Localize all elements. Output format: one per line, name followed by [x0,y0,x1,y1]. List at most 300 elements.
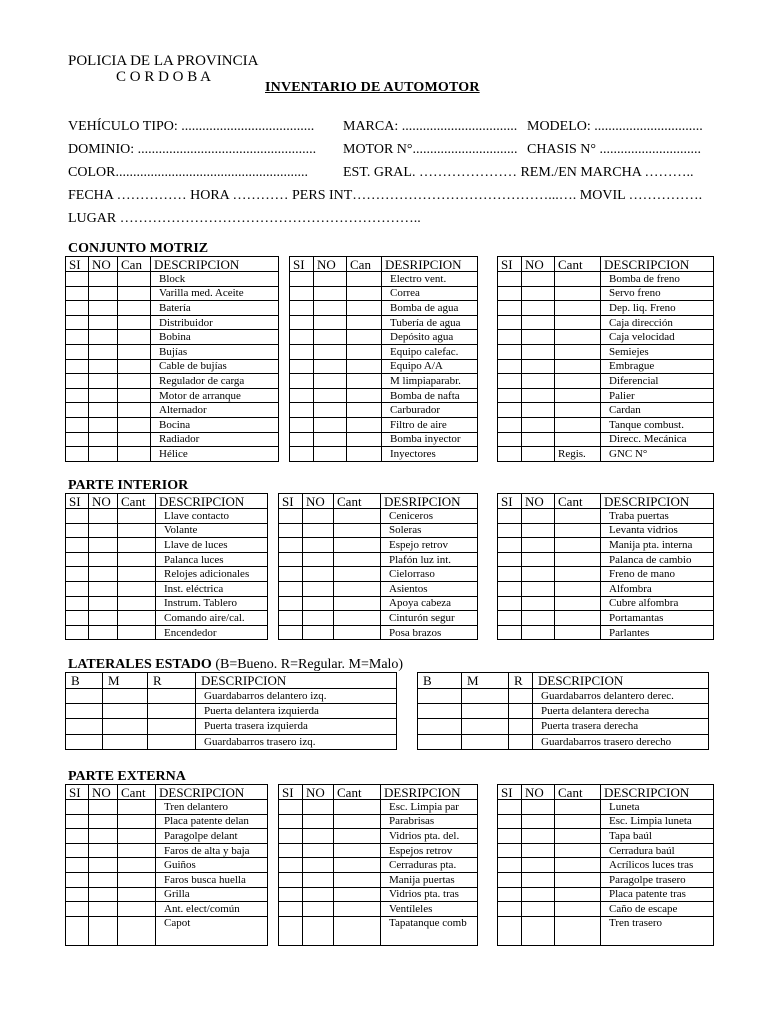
check-cell[interactable] [522,447,555,462]
check-cell[interactable] [89,344,118,359]
check-cell[interactable] [303,523,334,538]
check-cell[interactable] [279,800,303,815]
check-cell[interactable] [314,315,347,330]
check-cell[interactable] [498,843,522,858]
check-cell[interactable] [118,625,156,640]
check-cell[interactable] [334,902,381,917]
check-cell[interactable] [509,704,533,719]
check-cell[interactable] [522,315,555,330]
check-cell[interactable] [66,611,89,626]
check-cell[interactable] [279,523,303,538]
check-cell[interactable] [89,286,118,301]
check-cell[interactable] [89,509,118,524]
check-cell[interactable] [303,916,334,945]
check-cell[interactable] [118,272,151,287]
check-cell[interactable] [522,872,555,887]
field-vehiculo-tipo[interactable]: VEHÍCULO TIPO: ...................................... [68,119,315,134]
check-cell[interactable] [118,523,156,538]
check-cell[interactable] [555,843,601,858]
check-cell[interactable] [347,417,382,432]
check-cell[interactable] [66,843,89,858]
check-cell[interactable] [522,286,555,301]
field-motor[interactable]: MOTOR N°.............................. [343,142,518,157]
check-cell[interactable] [66,567,89,582]
check-cell[interactable] [66,523,89,538]
check-cell[interactable] [347,301,382,316]
check-cell[interactable] [290,417,314,432]
check-cell[interactable] [148,734,196,749]
check-cell[interactable] [279,887,303,902]
check-cell[interactable] [303,887,334,902]
check-cell[interactable] [334,858,381,873]
check-cell[interactable] [118,611,156,626]
check-cell[interactable] [498,596,522,611]
check-cell[interactable] [522,814,555,829]
check-cell[interactable] [89,858,118,873]
check-cell[interactable] [66,719,103,734]
check-cell[interactable] [118,301,151,316]
check-cell[interactable] [118,417,151,432]
check-cell[interactable] [418,689,462,704]
check-cell[interactable] [522,581,555,596]
check-cell[interactable] [290,301,314,316]
check-cell[interactable] [290,374,314,389]
check-cell[interactable] [522,330,555,345]
check-cell[interactable] [89,800,118,815]
field-est-gral[interactable]: EST. GRAL. ………………… REM./EN MARCHA ……….. [343,165,694,180]
check-cell[interactable] [303,567,334,582]
check-cell[interactable] [522,301,555,316]
check-cell[interactable] [555,567,601,582]
check-cell[interactable] [89,902,118,917]
check-cell[interactable] [334,887,381,902]
check-cell[interactable] [334,523,381,538]
check-cell[interactable] [555,344,601,359]
check-cell[interactable] [522,538,555,553]
check-cell[interactable] [89,374,118,389]
check-cell[interactable] [303,625,334,640]
check-cell[interactable] [303,611,334,626]
check-cell[interactable] [522,403,555,418]
check-cell[interactable] [118,858,156,873]
check-cell[interactable] [498,359,522,374]
check-cell[interactable] [66,359,89,374]
check-cell[interactable] [347,374,382,389]
check-cell[interactable] [290,403,314,418]
check-cell[interactable] [118,843,156,858]
check-cell[interactable] [555,359,601,374]
check-cell[interactable] [462,734,509,749]
check-cell[interactable] [66,538,89,553]
check-cell[interactable] [555,552,601,567]
check-cell[interactable] [522,432,555,447]
check-cell[interactable] [66,704,103,719]
check-cell[interactable] [498,330,522,345]
check-cell[interactable] [522,843,555,858]
check-cell[interactable] [89,581,118,596]
check-cell[interactable] [522,272,555,287]
check-cell[interactable] [103,719,148,734]
check-cell[interactable] [555,872,601,887]
check-cell[interactable] [89,272,118,287]
check-cell[interactable] [498,388,522,403]
check-cell[interactable] [555,403,601,418]
check-cell[interactable] [509,719,533,734]
check-cell[interactable] [66,417,89,432]
check-cell[interactable] [498,814,522,829]
check-cell[interactable] [118,315,151,330]
check-cell[interactable] [498,509,522,524]
check-cell[interactable] [314,403,347,418]
check-cell[interactable] [418,719,462,734]
check-cell[interactable] [347,388,382,403]
check-cell[interactable] [303,596,334,611]
check-cell[interactable] [66,432,89,447]
check-cell[interactable] [118,887,156,902]
check-cell[interactable] [334,829,381,844]
check-cell[interactable] [66,596,89,611]
check-cell[interactable] [522,567,555,582]
check-cell[interactable] [555,330,601,345]
check-cell[interactable] [118,359,151,374]
check-cell[interactable] [522,611,555,626]
check-cell[interactable] [314,359,347,374]
check-cell[interactable] [522,509,555,524]
check-cell[interactable] [118,403,151,418]
check-cell[interactable] [279,581,303,596]
check-cell[interactable] [118,800,156,815]
check-cell[interactable] [347,432,382,447]
check-cell[interactable] [66,509,89,524]
check-cell[interactable] [509,689,533,704]
check-cell[interactable] [555,858,601,873]
field-color[interactable]: COLOR....................................................... [68,165,308,180]
check-cell[interactable] [555,902,601,917]
check-cell[interactable] [462,704,509,719]
check-cell[interactable] [279,829,303,844]
check-cell[interactable] [279,596,303,611]
check-cell[interactable] [148,704,196,719]
check-cell[interactable] [498,301,522,316]
check-cell[interactable] [290,344,314,359]
check-cell[interactable] [89,538,118,553]
check-cell[interactable] [498,800,522,815]
check-cell[interactable] [347,330,382,345]
field-modelo[interactable]: MODELO: ............................... [527,119,703,134]
check-cell[interactable] [334,567,381,582]
check-cell[interactable] [118,509,156,524]
check-cell[interactable] [498,272,522,287]
check-cell[interactable] [89,872,118,887]
check-cell[interactable] [555,417,601,432]
check-cell[interactable] [279,858,303,873]
check-cell[interactable] [66,344,89,359]
check-cell[interactable] [314,432,347,447]
check-cell[interactable] [279,872,303,887]
check-cell[interactable] [89,916,118,945]
check-cell[interactable] [118,286,151,301]
check-cell[interactable] [89,625,118,640]
check-cell[interactable] [66,581,89,596]
check-cell[interactable] [66,734,103,749]
check-cell[interactable] [66,625,89,640]
check-cell[interactable] [89,417,118,432]
check-cell[interactable] [314,374,347,389]
check-cell[interactable] [498,887,522,902]
check-cell[interactable] [89,315,118,330]
check-cell[interactable] [279,509,303,524]
check-cell[interactable] [303,581,334,596]
check-cell[interactable] [89,403,118,418]
check-cell[interactable] [103,704,148,719]
check-cell[interactable] [290,447,314,462]
check-cell[interactable] [66,858,89,873]
check-cell[interactable] [334,538,381,553]
field-lugar[interactable]: LUGAR ……………………………………………………….. [68,211,421,226]
check-cell[interactable] [334,625,381,640]
check-cell[interactable] [89,887,118,902]
check-cell[interactable] [118,916,156,945]
check-cell[interactable] [498,567,522,582]
check-cell[interactable] [290,315,314,330]
check-cell[interactable] [334,814,381,829]
check-cell[interactable] [555,581,601,596]
check-cell[interactable] [334,509,381,524]
check-cell[interactable] [498,625,522,640]
check-cell[interactable] [89,843,118,858]
check-cell[interactable] [103,734,148,749]
check-cell[interactable] [347,403,382,418]
check-cell[interactable] [314,272,347,287]
check-cell[interactable] [334,843,381,858]
check-cell[interactable] [462,719,509,734]
check-cell[interactable] [148,719,196,734]
check-cell[interactable] [498,872,522,887]
check-cell[interactable] [314,388,347,403]
check-cell[interactable] [555,523,601,538]
check-cell[interactable] [522,523,555,538]
check-cell[interactable] [279,814,303,829]
check-cell[interactable] [66,447,89,462]
check-cell[interactable] [522,552,555,567]
check-cell[interactable] [290,330,314,345]
check-cell[interactable] [555,611,601,626]
check-cell[interactable] [347,344,382,359]
check-cell[interactable] [279,538,303,553]
check-cell[interactable] [498,581,522,596]
check-cell[interactable] [498,829,522,844]
check-cell[interactable] [118,872,156,887]
check-cell[interactable] [303,552,334,567]
check-cell[interactable] [498,538,522,553]
check-cell[interactable] [314,417,347,432]
check-cell[interactable] [522,344,555,359]
field-marca[interactable]: MARCA: ................................. [343,119,518,134]
check-cell[interactable] [522,902,555,917]
check-cell[interactable] [89,523,118,538]
check-cell[interactable] [334,596,381,611]
check-cell[interactable] [303,538,334,553]
check-cell[interactable] [66,272,89,287]
check-cell[interactable] [347,315,382,330]
check-cell[interactable] [118,388,151,403]
check-cell[interactable] [498,344,522,359]
check-cell[interactable] [498,916,522,945]
check-cell[interactable] [334,581,381,596]
check-cell[interactable] [555,800,601,815]
check-cell[interactable] [334,800,381,815]
check-cell[interactable] [66,552,89,567]
field-fecha-hora-pers-movil[interactable]: FECHA …………… HORA ………… PERS INT……………………………………...…. MOVIL ……………. [68,188,703,203]
check-cell[interactable] [89,814,118,829]
check-cell[interactable] [290,272,314,287]
check-cell[interactable] [334,916,381,945]
check-cell[interactable] [555,538,601,553]
check-cell[interactable] [66,403,89,418]
check-cell[interactable] [279,916,303,945]
check-cell[interactable] [118,567,156,582]
check-cell[interactable] [66,872,89,887]
check-cell[interactable] [279,625,303,640]
check-cell[interactable] [66,689,103,704]
check-cell[interactable] [522,359,555,374]
check-cell[interactable] [279,611,303,626]
check-cell[interactable] [303,902,334,917]
check-cell[interactable] [522,417,555,432]
check-cell[interactable] [555,388,601,403]
check-cell[interactable] [418,704,462,719]
check-cell[interactable] [66,814,89,829]
check-cell[interactable] [303,800,334,815]
check-cell[interactable] [555,916,601,945]
check-cell[interactable] [334,552,381,567]
check-cell[interactable] [148,689,196,704]
check-cell[interactable] [66,887,89,902]
check-cell[interactable] [290,286,314,301]
check-cell[interactable] [118,596,156,611]
check-cell[interactable] [118,814,156,829]
check-cell[interactable] [89,829,118,844]
check-cell[interactable] [498,858,522,873]
check-cell[interactable] [66,829,89,844]
check-cell[interactable] [89,611,118,626]
check-cell[interactable] [118,581,156,596]
check-cell[interactable] [334,611,381,626]
check-cell[interactable] [66,902,89,917]
check-cell[interactable] [66,374,89,389]
check-cell[interactable] [418,734,462,749]
check-cell[interactable] [89,330,118,345]
check-cell[interactable] [66,315,89,330]
check-cell[interactable] [522,858,555,873]
check-cell[interactable] [89,432,118,447]
check-cell[interactable] [118,902,156,917]
check-cell[interactable] [522,916,555,945]
check-cell[interactable] [347,272,382,287]
check-cell[interactable] [522,887,555,902]
field-dominio[interactable]: DOMINIO: ................................................... [68,142,317,157]
check-cell[interactable] [555,272,601,287]
check-cell[interactable] [118,552,156,567]
check-cell[interactable] [522,374,555,389]
check-cell[interactable] [118,538,156,553]
check-cell[interactable] [66,330,89,345]
check-cell[interactable] [303,843,334,858]
check-cell[interactable] [89,359,118,374]
check-cell[interactable] [522,596,555,611]
check-cell[interactable] [498,286,522,301]
check-cell[interactable] [462,689,509,704]
check-cell[interactable] [555,596,601,611]
check-cell[interactable] [303,509,334,524]
check-cell[interactable] [334,872,381,887]
check-cell[interactable] [555,432,601,447]
check-cell[interactable] [555,814,601,829]
check-cell[interactable] [555,887,601,902]
check-cell[interactable] [347,359,382,374]
check-cell[interactable] [66,916,89,945]
check-cell[interactable] [89,388,118,403]
check-cell[interactable] [522,388,555,403]
check-cell[interactable] [66,286,89,301]
check-cell[interactable] [290,432,314,447]
check-cell[interactable] [555,625,601,640]
check-cell[interactable] [498,374,522,389]
check-cell[interactable] [279,843,303,858]
check-cell[interactable] [498,902,522,917]
check-cell[interactable] [118,344,151,359]
check-cell[interactable] [89,552,118,567]
check-cell[interactable] [555,301,601,316]
check-cell[interactable] [498,611,522,626]
check-cell[interactable] [118,432,151,447]
check-cell[interactable] [498,447,522,462]
check-cell[interactable] [314,447,347,462]
check-cell[interactable] [66,301,89,316]
check-cell[interactable] [522,625,555,640]
check-cell[interactable] [314,330,347,345]
check-cell[interactable] [89,596,118,611]
check-cell[interactable] [279,567,303,582]
check-cell[interactable] [118,330,151,345]
check-cell[interactable] [103,689,148,704]
check-cell[interactable] [347,286,382,301]
check-cell[interactable] [279,902,303,917]
check-cell[interactable] [555,374,601,389]
check-cell[interactable] [498,523,522,538]
check-cell[interactable] [66,388,89,403]
check-cell[interactable] [498,417,522,432]
check-cell[interactable] [290,359,314,374]
check-cell[interactable] [290,388,314,403]
check-cell[interactable] [522,829,555,844]
check-cell[interactable] [314,301,347,316]
check-cell[interactable] [555,509,601,524]
check-cell[interactable] [347,447,382,462]
check-cell[interactable] [89,567,118,582]
check-cell[interactable] [303,858,334,873]
check-cell[interactable] [89,301,118,316]
check-cell[interactable] [314,286,347,301]
check-cell[interactable] [279,552,303,567]
check-cell[interactable] [303,814,334,829]
check-cell[interactable] [555,315,601,330]
check-cell[interactable] [314,344,347,359]
check-cell[interactable] [555,829,601,844]
check-cell[interactable] [509,734,533,749]
check-cell[interactable] [89,447,118,462]
check-cell[interactable] [522,800,555,815]
